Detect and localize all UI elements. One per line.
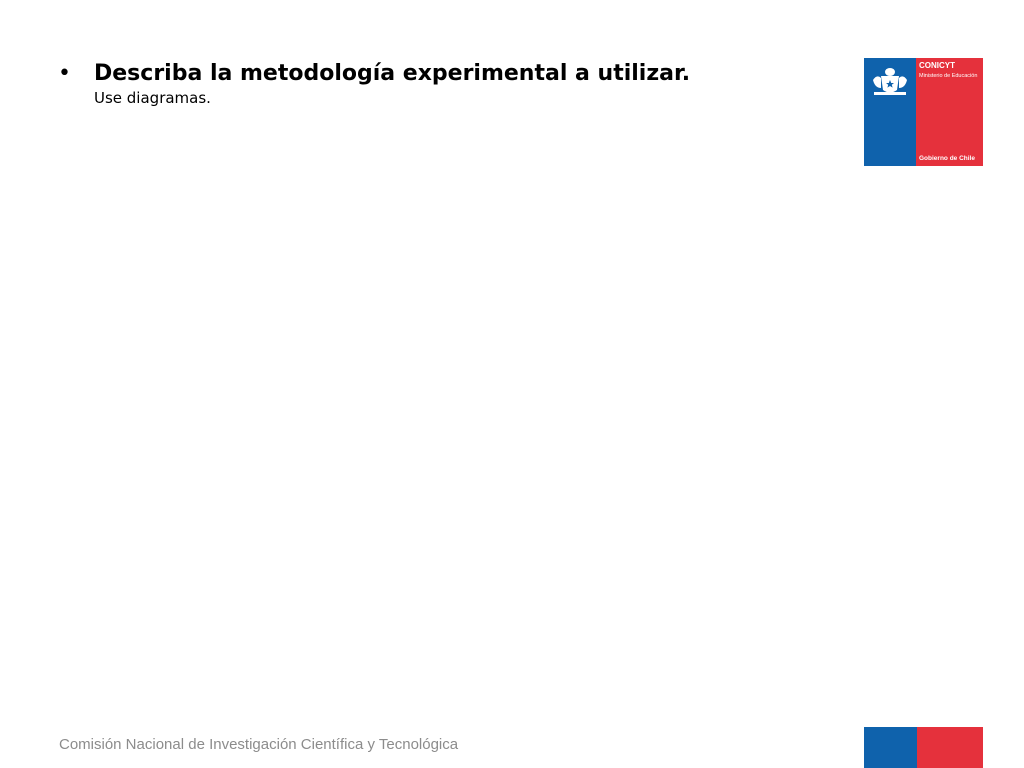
bullet-icon: •: [58, 61, 71, 86]
slide-content: [58, 60, 818, 108]
logo-government: Gobierno de Chile: [919, 155, 975, 162]
slide-heading: Describa la metodología experimental a utilizar.: [94, 61, 691, 86]
footer-text: Comisión Nacional de Investigación Científica y Tecnológica: [59, 736, 459, 753]
bullet-text: [94, 60, 818, 108]
logo-org-name: CONICYT: [919, 61, 955, 70]
chile-coat-of-arms-icon: [869, 62, 911, 98]
logo-ministry: Ministerio de Educación: [919, 73, 978, 79]
logo-red-panel: [916, 58, 983, 166]
bullet-item: [58, 60, 818, 108]
logo-blue-panel: [864, 58, 916, 166]
slide-subtext: Use diagramas.: [94, 89, 211, 107]
footer-flag-red: [917, 727, 983, 768]
footer-flag: [864, 727, 983, 768]
conicyt-logo: [864, 58, 983, 166]
footer-flag-blue: [864, 727, 917, 768]
